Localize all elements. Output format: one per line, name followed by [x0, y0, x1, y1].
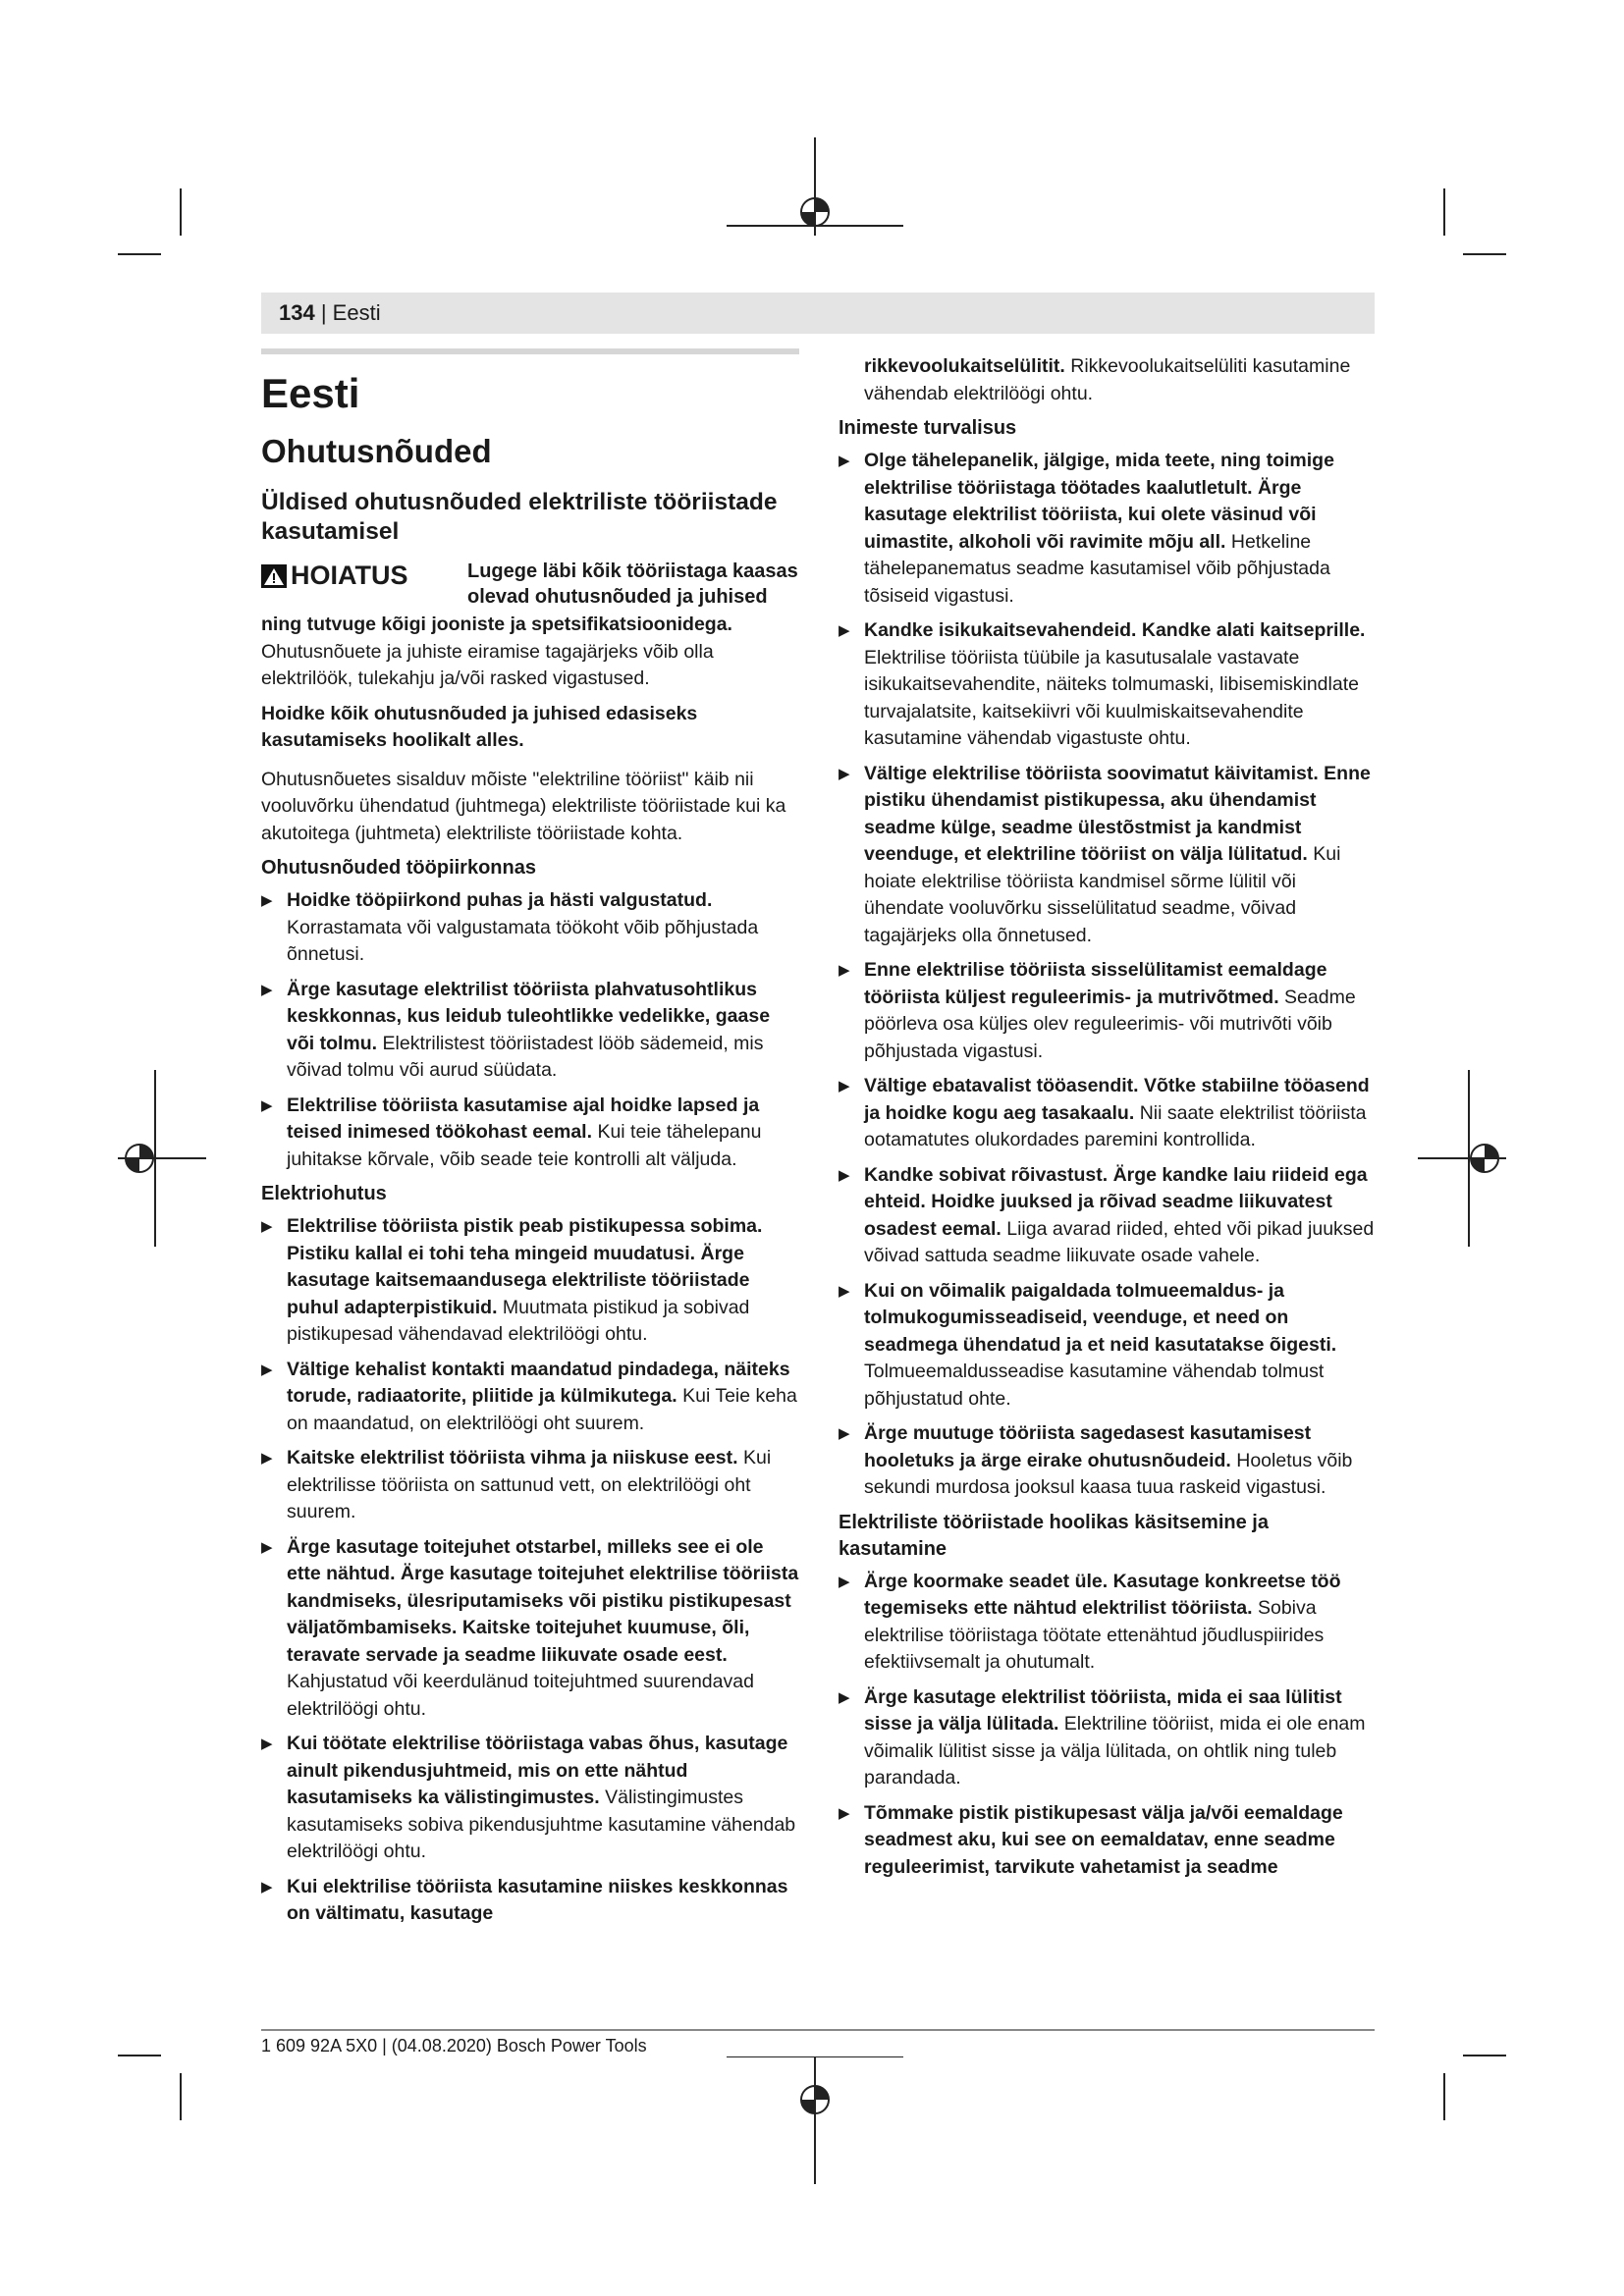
handling-list	[839, 1569, 1375, 1882]
bullet-arrow-icon: ▶	[839, 1688, 850, 1706]
registration-mark-icon	[118, 1070, 206, 1247]
section-title: Ohutusnõuded	[261, 433, 492, 469]
list-item: ▶ Ärge muutuge tööriista sagedasest kasutamisest hooletuks ja ärge eirake ohutusnõudeid. Hooletus võib sekundi murdosa jooksul kaasa tuua raskeid vigastusi.	[839, 1422, 1353, 1498]
keep-instructions: Hoidke kõik ohutusnõuded ja juhised edasiseks kasutamiseks hoolikalt alles.	[261, 702, 698, 751]
crop-mark	[1463, 2055, 1506, 2056]
page-header	[279, 301, 381, 325]
warning-bold-cont: ning tutvuge kõigi jooniste ja spetsifikatsioonidega.	[261, 614, 732, 635]
list-item: ▶ Kaitske elektrilist tööriista vihma ja niiskuse eest. Kui elektrilisse tööriista on sattunud vett, on elektrilöögi oht suurem.	[261, 1447, 772, 1522]
bullet-arrow-icon: ▶	[261, 1096, 273, 1114]
bullet-arrow-icon: ▶	[261, 1450, 273, 1467]
bullet-arrow-icon: ▶	[839, 1573, 850, 1590]
bullet-arrow-icon: ▶	[839, 1282, 850, 1300]
list-item: ▶ Olge tähelepanelik, jälgige, mida teete, ning toimige elektrilise tööriistaga töötades kaalutletult. Ärge kasutage elektrilist tööriista, kui olete väsinud või uimastite, alkoholi või ravimite mõju all. Hetkeline tähelepanematus seadme kasutamisel võib põhjustada tõsiseid vigastusi.	[839, 450, 1334, 607]
page-footer: 1 609 92A 5X0 | (04.08.2020) Bosch Power Tools	[261, 2036, 647, 2056]
header-separator: |	[314, 300, 333, 325]
bullet-arrow-icon: ▶	[839, 765, 850, 782]
crop-mark	[1443, 188, 1445, 236]
bullet-arrow-icon: ▶	[261, 892, 273, 909]
list-item: ▶ Ärge koormake seadet üle. Kasutage konkreetse töö tegemiseks ette nähtud elektrilist tööriista. Sobiva elektrilise tööriistaga töötate ettenähtud jõudluspiirides efektiivsemalt ja ohutumalt.	[839, 1570, 1341, 1673]
list-item: ▶ Tõmmake pistik pistikupesast välja ja/või eemaldage seadmest aku, kui see on eemaldatav, enne seadme reguleerimist, tarvikute vahetamist ja seadme	[839, 1801, 1343, 1878]
bullet-arrow-icon: ▶	[839, 1166, 850, 1184]
crop-mark	[180, 2073, 182, 2120]
continuation-text: rikkevoolukaitselülitit. Rikkevoolukaitselüliti kasutamine vähendab elektrilöögi ohtu.	[864, 355, 1351, 404]
list-item: ▶ Vältige kehalist kontakti maandatud pindadega, näiteks torude, radiaatorite, pliitide ja külmikutega. Kui Teie keha on maandatud, on elektrilöögi oht suurem.	[261, 1358, 797, 1434]
bullet-arrow-icon: ▶	[261, 1218, 273, 1235]
personal-heading: Inimeste turvalisus	[839, 417, 1017, 439]
left-column	[261, 348, 799, 1936]
warning-label	[261, 561, 408, 591]
list-item: ▶ Kui elektrilise tööriista kasutamine niiskes keskkonnas on vältimatu, kasutage	[261, 1875, 788, 1924]
crop-mark	[118, 2055, 161, 2056]
handling-heading: Elektriliste tööriistade hoolikas käsitsemine ja kasutamine	[839, 1511, 1269, 1560]
workplace-heading: Ohutusnõuded tööpiirkonnas	[261, 857, 536, 879]
registration-mark-icon	[1418, 1070, 1506, 1247]
bullet-arrow-icon: ▶	[261, 1735, 273, 1752]
list-item: ▶ Kandke sobivat rõivastust. Ärge kandke laiu riideid ega ehteid. Hoidke juuksed ja rõivad seadme liikuvatest osadest eemal. Liiga avarad riided, ehted või pikad juuksed võivad sattuda seadme liikuvate osade vahele.	[839, 1163, 1375, 1266]
bullet-arrow-icon: ▶	[839, 622, 850, 639]
crop-mark	[1443, 2073, 1445, 2120]
header-bar	[261, 293, 1375, 334]
crop-mark	[118, 253, 161, 255]
right-column	[839, 353, 1375, 1889]
footer-rule	[261, 2029, 1375, 2031]
bullet-arrow-icon: ▶	[261, 1361, 273, 1378]
header-section: Eesti	[332, 300, 381, 325]
list-item: ▶ Elektrilise tööriista kasutamise ajal hoidke lapsed ja teised inimesed töökohast eemal. Kui teie tähelepanu juhitakse kõrvale, võib seade teie kontrolli alt väljuda.	[261, 1094, 762, 1170]
personal-list	[839, 448, 1375, 1502]
bullet-arrow-icon: ▶	[839, 453, 850, 469]
definition-text: Ohutusnõuetes sisalduv mõiste "elektriline tööriist" käib nii vooluvõrku ühendatud (juhtmega) elektriliste tööriistade kui ka akutoitega (juhtmeta) elektriliste tööriistade kohta.	[261, 768, 786, 844]
electrical-heading: Elektriohutus	[261, 1183, 387, 1204]
list-item: ▶ Hoidke tööpiirkond puhas ja hästi valgustatud. Korrastamata või valgustamata töökoht võib põhjustada õnnetusi.	[261, 889, 759, 965]
crop-mark	[1463, 253, 1506, 255]
bullet-arrow-icon: ▶	[261, 1878, 273, 1896]
warning-bold-intro: Lugege läbi kõik tööriistaga kaasas olevad ohutusnõuded ja juhised	[467, 561, 798, 608]
list-item: ▶ Ärge kasutage elektrilist tööriista plahvatusohtlikus keskkonnas, kus leidub tuleohtlikke vedelikke, gaase või tolmu. Elektrilistest tööriistadest lööb sädemeid, mis võivad tolmu või aurud süüdata.	[261, 978, 771, 1081]
list-item: ▶ Ärge kasutage elektrilist tööriista, mida ei saa lülitist sisse ja välja lülitada. Elektriline tööriist, mida ei ole enam võimalik lülitist sisse ja välja lülitada, on ohtlik ning tuleb parandada.	[839, 1685, 1366, 1789]
list-item: ▶ Vältige ebatavalist tööasendit. Võtke stabiilne tööasend ja hoidke kogu aeg tasakaalu. Nii saate elektrilist tööriista ootamatutes olukordades paremini kontrollida.	[839, 1075, 1370, 1150]
bullet-arrow-icon: ▶	[839, 962, 850, 979]
subsection-title: Üldised ohutusnõuded elektriliste tööriistade kasutamisel	[261, 489, 778, 545]
registration-mark-icon	[727, 137, 903, 294]
warning-text: Ohutusnõuete ja juhiste eiramise tagajärjeks võib olla elektrilöök, tulekahju ja/või rasked vigastused.	[261, 640, 714, 689]
workplace-list	[261, 887, 799, 1173]
warning-block	[261, 559, 799, 612]
bullet-arrow-icon: ▶	[261, 1538, 273, 1556]
bullet-arrow-icon: ▶	[839, 1078, 850, 1095]
list-item: ▶ Ärge kasutage toitejuhet otstarbel, milleks see ei ole ette nähtud. Ärge kasutage toitejuhet elektrilise tööriista kandmiseks, ülesriputamiseks või pistiku pistikupesast väljatõmbamiseks. Kaitske toitejuhet kuumuse, õli, teravate servade ja seadme liikuvate osade eest. Kahjustatud või keerdulänud toitejuhtmed suurendavad elektrilöögi ohtu.	[261, 1535, 799, 1720]
warning-label-text: HOIATUS	[291, 561, 408, 590]
list-item: ▶ Vältige elektrilise tööriista soovimatut käivitamist. Enne pistiku ühendamist pistikupessa, aku ühendamist seadme külge, seadme ülestõstmist ja kandmist veenduge, et elektriline tööriist on välja lülitatud. Kui hoiate elektrilise tööriista kandmisel sõrme lülitil või ühendate vooluvõrku sisselülitatud seadme, võivad tagajärjeks olla õnnetused.	[839, 762, 1371, 946]
bullet-arrow-icon: ▶	[839, 1804, 850, 1822]
list-item: ▶ Elektrilise tööriista pistik peab pistikupessa sobima. Pistiku kallal ei tohi teha mingeid muudatusi. Ärge kasutage kaitsemaandusega elektriliste tööriistade puhul adapterpistikuid. Muutmata pistikud ja sobivad pistikupesad vähendavad elektrilöögi ohtu.	[261, 1215, 763, 1345]
page-number: 134	[279, 300, 315, 325]
warning-triangle-icon	[261, 564, 287, 588]
main-title: Eesti	[261, 370, 360, 416]
list-item: ▶ Kui töötate elektrilise tööriistaga vabas õhus, kasutage ainult pikendusjuhtmeid, mis on ette nähtud kasutamiseks ka välistingimustes. Välistingimustes kasutamiseks sobiva pikendusjuhtme kasutamine vähendab elektrilöögi ohtu.	[261, 1733, 796, 1862]
section-rule	[261, 348, 799, 354]
electrical-list	[261, 1213, 799, 1928]
list-item: ▶ Kui on võimalik paigaldada tolmueemaldus- ja tolmukogumisseadiseid, veenduge, et need on seadmega ühendatud ja et neid kasutatakse õigesti. Tolmueemaldusseadise kasutamine vähendab tolmust põhjustatud ohte.	[839, 1279, 1337, 1410]
list-item: ▶ Kandke isikukaitsevahendeid. Kandke alati kaitseprille. Elektrilise tööriista tüübile ja kasutusalale vastavate isikukaitsevahendite, näiteks tolmumaski, libisemiskindlate turvajalatsite, kaitsekiivri või kuulmiskaitsevahendite kasutamine vähendab vigastuste ohtu.	[839, 619, 1366, 749]
registration-mark-icon	[727, 2056, 903, 2184]
list-item: ▶ Enne elektrilise tööriista sisselülitamist eemaldage tööriista küljest reguleerimis- ja mutrivõtmed. Seadme pöörleva osa küljes olev reguleerimis- või mutrivõti võib põhjustada vigastusi.	[839, 959, 1356, 1062]
bullet-arrow-icon: ▶	[839, 1425, 850, 1442]
bullet-arrow-icon: ▶	[261, 981, 273, 998]
crop-mark	[180, 188, 182, 236]
